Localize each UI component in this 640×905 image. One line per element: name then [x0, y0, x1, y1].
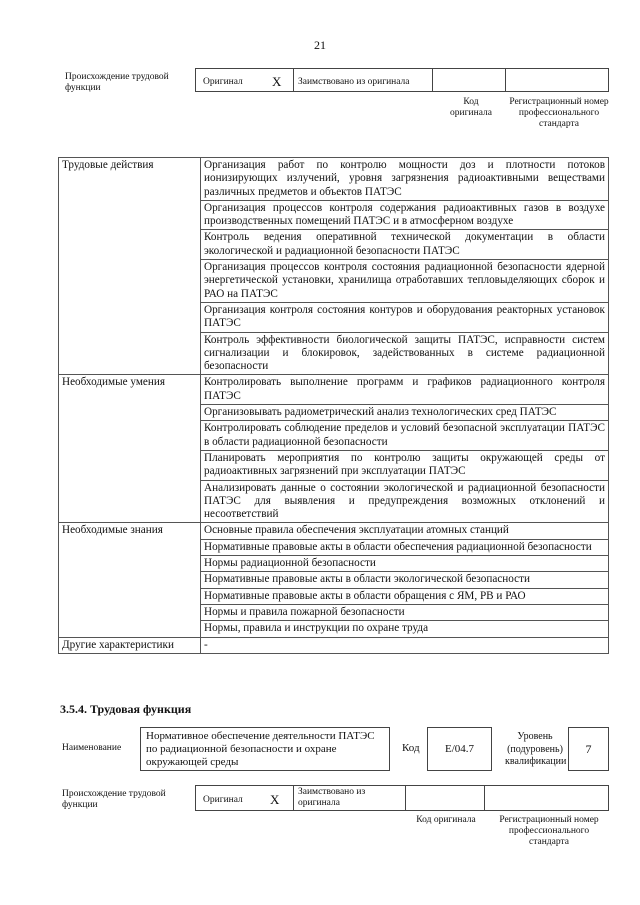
function-name-box — [140, 727, 390, 771]
table-cell: - — [201, 637, 609, 653]
origin-divider — [484, 785, 485, 811]
code-label: Код — [402, 742, 420, 754]
table-cell: Основные правила обеспечения эксплуатации атомных станций — [201, 523, 609, 539]
table-cell: Планировать мероприятия по контролю защиты окружающей среды от радиоактивных загрязнений при эксплуатации ПАТЭС — [201, 450, 609, 480]
origin-divider — [505, 68, 506, 92]
table-cell: Нормативные правовые акты в области обеспечения радиационной безопасности — [201, 539, 609, 555]
origin-divider — [432, 68, 433, 92]
table-cell: Нормы радиационной безопасности — [201, 556, 609, 572]
code-value: E/04.7 — [444, 743, 475, 755]
origin-original: Оригинал — [203, 77, 243, 87]
origin-reg-caption: Регистрационный номер профессионального стандарта — [509, 97, 609, 129]
table-cell: Контроль эффективности биологической защиты ПАТЭС, исправности систем сигнализации и блокировок, задействованных в системе радиационной безопасности — [201, 332, 609, 375]
code-box — [427, 727, 492, 771]
table-cell: Контролировать выполнение программ и графиков радиационного контроля ПАТЭС — [201, 375, 609, 405]
table-cell: Организация работ по контролю мощности доз и плотности потоков ионизирующих излучений, уровня загрязнения радиоактивными веществами различных предметов и объектов ПАТЭС — [201, 158, 609, 201]
origin-x-mark-bottom: X — [270, 792, 280, 807]
table-cell: Нормативные правовые акты в области экологической безопасности — [201, 572, 609, 588]
origin-code-caption-bottom: Код оригинала — [416, 815, 476, 825]
table-cell: Организация процессов контроля содержания радиоактивных газов в воздухе производственных помещений ПАТЭС и в атмосферном воздухе — [201, 200, 609, 230]
category-cell: Необходимые знания — [59, 523, 201, 637]
page-number: 21 — [314, 38, 326, 52]
origin-borrowed: Заимствовано из оригинала — [298, 77, 410, 87]
origin-label: Происхождение трудовой функции — [65, 72, 169, 93]
section-title: 3.5.4. Трудовая функция — [60, 702, 192, 716]
category-cell: Трудовые действия — [59, 158, 201, 375]
origin-code-caption: Код оригинала — [450, 97, 492, 118]
function-name: Нормативное обеспечение деятельности ПАТЭС по радиационной безопасности и охране окружающей среды — [146, 730, 375, 768]
table-row — [59, 637, 609, 653]
table-cell: Контроль ведения оперативной технической документации в области экологической и радиационной безопасности ПАТЭС — [201, 230, 609, 260]
category-cell: Необходимые умения — [59, 375, 201, 523]
origin-borrowed-bottom: Заимствовано из оригинала — [298, 787, 366, 808]
table-cell: Нормы и правила пожарной безопасности — [201, 604, 609, 620]
table-cell: Организация процессов контроля состояния радиационной безопасности ядерной энергетической установки, хранилища отработавших тепловыделяющих сборок и РАО на ПАТЭС — [201, 260, 609, 303]
table-row — [59, 375, 609, 405]
table-cell: Нормы, правила и инструкции по охране труда — [201, 621, 609, 637]
table-cell: Нормативные правовые акты в области обращения с ЯМ, РВ и РАО — [201, 588, 609, 604]
table-row — [59, 158, 609, 201]
category-cell: Другие характеристики — [59, 637, 201, 653]
table-row — [59, 523, 609, 539]
labor-function-table — [58, 157, 609, 654]
level-value: 7 — [585, 742, 592, 756]
table-cell: Контролировать соблюдение пределов и условий безопасной эксплуатации ПАТЭС в области радиационной безопасности — [201, 421, 609, 451]
level-label: Уровень (подуровень) квалификации — [505, 731, 567, 767]
level-box — [568, 727, 609, 771]
table-cell: Анализировать данные о состоянии экологической и радиационной безопасности ПАТЭС для выявления и предупреждения возможных отклонений и несоответствий — [201, 480, 609, 523]
table-cell: Организация контроля состояния контуров и оборудования реакторных установок ПАТЭС — [201, 302, 609, 332]
origin-reg-caption-bottom: Регистрационный номер профессионального стандарта — [499, 815, 599, 847]
table-cell: Организовывать радиометрический анализ технологических сред ПАТЭС — [201, 405, 609, 421]
origin-label-bottom: Происхождение трудовой функции — [62, 789, 166, 810]
origin-divider — [405, 785, 406, 811]
origin-original-bottom: Оригинал — [203, 795, 243, 805]
origin-x-mark: X — [272, 74, 282, 89]
name-label: Наименование — [62, 743, 122, 753]
